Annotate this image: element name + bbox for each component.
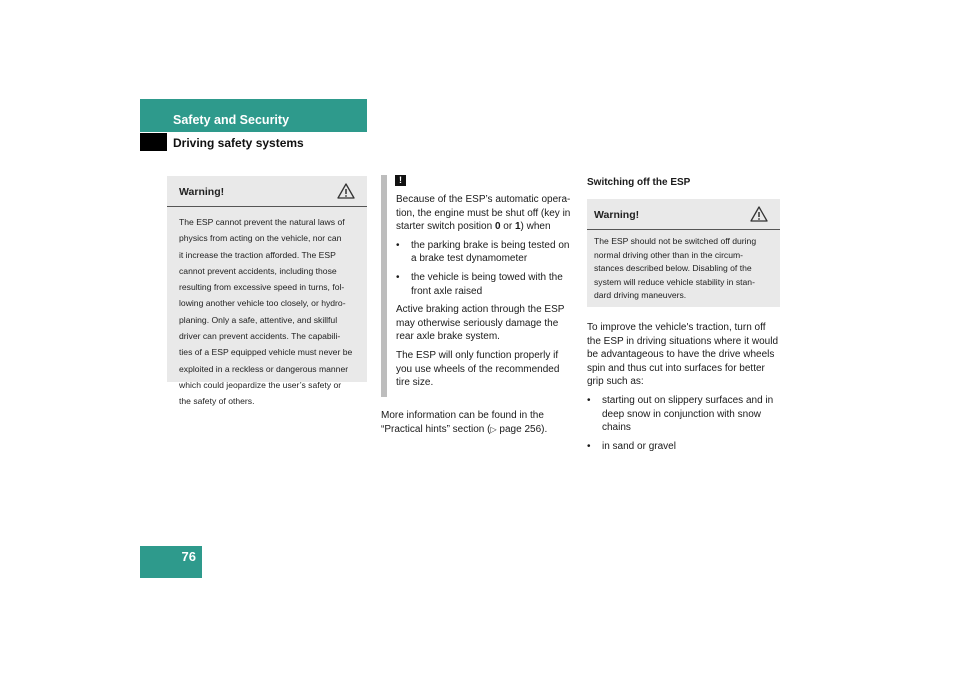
right-body xyxy=(587,321,787,458)
warning-title: Warning! xyxy=(179,186,225,198)
notice-paragraph: Active braking action through the ESP may otherwise seriously damage the rear axle brake system. xyxy=(396,304,565,343)
warning-title: Warning! xyxy=(594,209,640,221)
right-paragraph: To improve the vehicle's traction, turn off the ESP in driving situations where it would be advantageous to have the drive wheels spin and thus cut into surfaces for better grip such as: xyxy=(587,322,779,388)
page-reference-link[interactable]: page 256). xyxy=(496,423,548,435)
warning-line: it increase the traction afforded. The ESP xyxy=(179,249,336,260)
warning-triangle-icon xyxy=(337,183,355,199)
bullet-icon: • xyxy=(587,440,591,452)
bullet-icon: • xyxy=(396,271,400,283)
warning-line: ties of a ESP equipped vehicle must never be xyxy=(179,347,353,358)
warning-line: planing. Only a safe, attentive, and skillful xyxy=(179,314,338,325)
list-item: • the parking brake is being tested on a brake test dynamometer xyxy=(396,239,570,265)
more-info-text: More information can be found in the “Practical hints” section (▷ page 256). xyxy=(381,410,548,435)
list-item: • in sand or gravel xyxy=(587,440,676,452)
warning-header xyxy=(167,176,367,207)
warning-line: The ESP cannot prevent the natural laws of xyxy=(179,217,345,227)
subsection-title: Driving safety systems xyxy=(173,136,304,150)
warning-line: physics from acting on the vehicle, nor can xyxy=(179,233,342,244)
warning-line: lowing another vehicle too closely, or hydro- xyxy=(179,298,346,309)
bullet-icon: • xyxy=(587,394,591,406)
exclamation-icon: ! xyxy=(395,175,406,186)
key-position-0: 0 xyxy=(494,221,501,233)
warning-line: driver can prevent accidents. The capabili- xyxy=(179,331,341,342)
page-number: 76 xyxy=(181,549,196,564)
notice-line: starter switch position 0 or 1) when xyxy=(396,221,551,233)
warning-box-switch-off xyxy=(587,199,780,307)
notice-text xyxy=(396,193,578,395)
list-item: • starting out on slippery surfaces and in deep snow in conjunction with snow chains xyxy=(587,394,774,434)
right-heading: Switching off the ESP xyxy=(587,177,691,188)
section-title: Safety and Security xyxy=(173,113,290,127)
notice-line: Because of the ESP’s automatic opera- xyxy=(396,194,571,205)
notice-line: tion, the engine must be shut off (key in xyxy=(396,207,571,219)
warning-line: the safety of others. xyxy=(179,396,255,407)
warning-line: exploited in a reckless or dangerous manner xyxy=(179,363,349,374)
list-item: • the vehicle is being towed with the front axle raised xyxy=(396,271,563,297)
warning-line: resulting from excessive speed in turns, fol- xyxy=(179,282,345,293)
bullet-icon: • xyxy=(396,239,400,251)
page-reference-arrow-icon[interactable]: ▷ xyxy=(490,424,497,434)
warning-box-esp-limits xyxy=(167,176,367,407)
warning-text xyxy=(179,214,359,410)
warning-text: The ESP should not be switched off during normal driving other than in the circum- stances described below. Disabling of the system will reduce vehicle stability in stan- dard driving maneuvers. xyxy=(594,236,757,301)
key-position-1: 1 xyxy=(514,221,521,233)
warning-line: cannot prevent accidents, including those xyxy=(179,265,337,276)
warning-line: which could jeopardize the user’s safety or xyxy=(179,379,342,390)
subsection-marker xyxy=(140,133,167,151)
notice-paragraph: The ESP will only function properly if you use wheels of the recommended tire size. xyxy=(396,349,560,389)
notice-bar xyxy=(381,175,387,397)
warning-triangle-icon xyxy=(750,206,768,222)
warning-header xyxy=(587,199,780,230)
